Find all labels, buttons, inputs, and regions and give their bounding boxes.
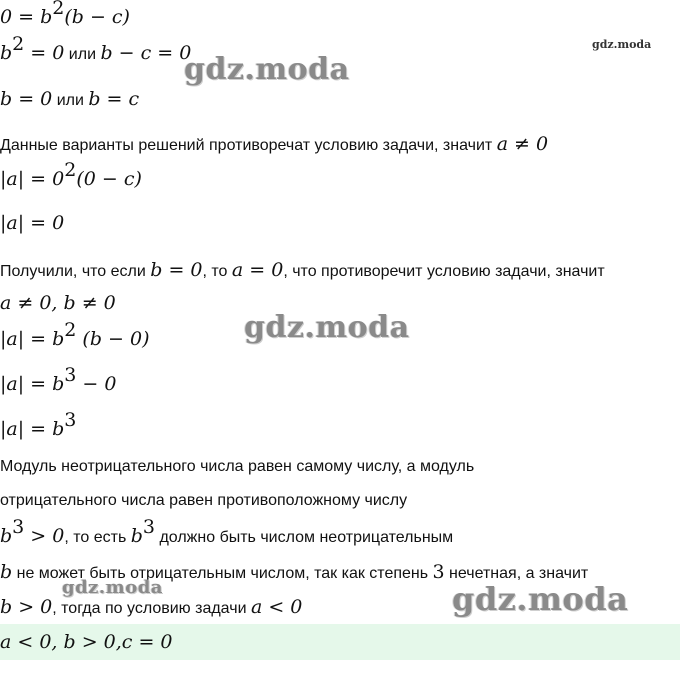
equation-line-3: b = 0 или b = c xyxy=(0,88,140,110)
equation-line-5: $|a| = 0^2(0 - c)$ xyxy=(0,159,142,190)
text-line-16: b > 0, тогда по условию задачи a < 0 xyxy=(0,596,303,618)
equation-line-9: $|a| = b^2$ (b − 0) xyxy=(0,319,150,350)
watermark-bottom-left: gdz.moda xyxy=(62,577,163,598)
watermark-small-top: gdz.moda xyxy=(592,38,652,51)
answer-line: a < 0, b > 0,c = 0 xyxy=(0,631,173,653)
equation-line-1: $0 = b^2(b - c)$ xyxy=(0,0,130,28)
text-line-14: $b^3 > 0$, то есть $b^3$ должно быть числом неотрицательным xyxy=(0,516,454,547)
text-line-12: Модуль неотрицательного числа равен самому числу, а модуль xyxy=(0,458,475,475)
text-line-7: Получили, что если b = 0, то a = 0, что противоречит условию задачи, значит xyxy=(0,259,605,281)
watermark-top: gdz.moda xyxy=(184,52,350,87)
equation-line-8: a ≠ 0, b ≠ 0 xyxy=(0,292,116,314)
text-line-15: b не может быть отрицательным числом, так как степень 3 нечетная, а значит xyxy=(0,561,589,583)
equation-line-6: |a| = 0 xyxy=(0,212,65,234)
watermark-bottom-right: gdz.moda xyxy=(452,580,629,618)
equation-line-2: $b^2 = 0$ или b − c = 0 xyxy=(0,33,192,64)
equation-line-10: $|a| = b^3 - 0$ xyxy=(0,364,117,395)
text-line-13: отрицательного числа равен противоположному числу xyxy=(0,492,408,509)
text-line-4: Данные варианты решений противоречат условию задачи, значит a ≠ 0 xyxy=(0,133,549,155)
watermark-middle: gdz.moda xyxy=(244,310,410,345)
equation-line-11: $|a| = b^3$ xyxy=(0,409,77,440)
